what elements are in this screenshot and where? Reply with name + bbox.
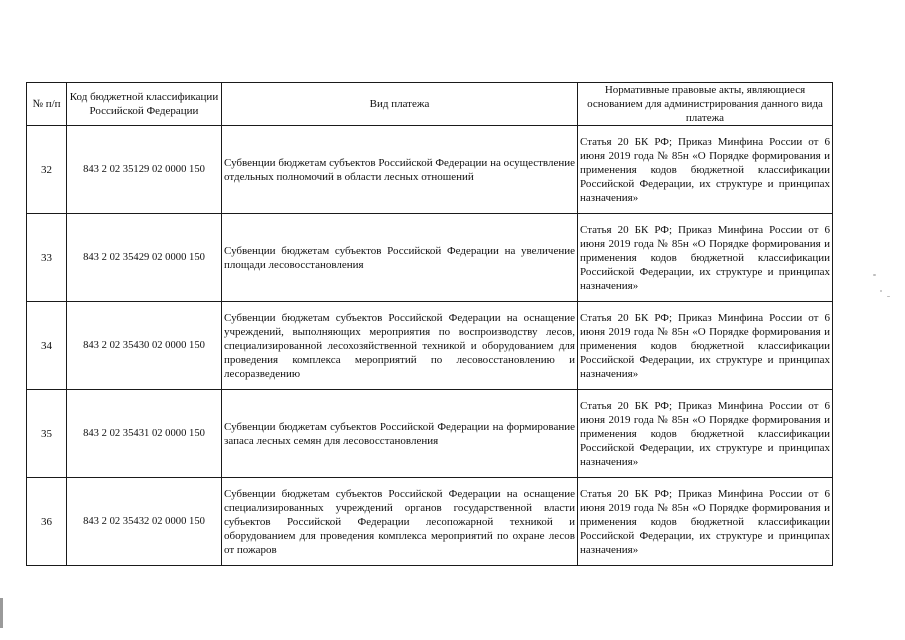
scan-margin-mark	[0, 598, 3, 628]
budget-codes-table	[26, 82, 833, 566]
row-payment-type: Субвенции бюджетам субъектов Российской Федерации на оснащение учреждений, выполняющих мероприятия по воспроизводству лесов, специализированной лесохозяйственной техникой и оборудованием для проведения комплекса мероприятий по лесовосстановлению и лесоразведению	[222, 302, 578, 390]
row-payment-type: Субвенции бюджетам субъектов Российской Федерации на осуществление отдельных полномочий в области лесных отношений	[222, 126, 578, 214]
row-payment-type: Субвенции бюджетам субъектов Российской Федерации на увеличение площади лесовосстановления	[222, 214, 578, 302]
table-row	[27, 302, 833, 390]
row-budget-code: 843 2 02 35430 02 0000 150	[67, 302, 222, 390]
scan-speck	[880, 290, 882, 292]
header-budget-code: Код бюджетной классификации Российской Федерации	[67, 83, 222, 126]
row-legal-acts: Статья 20 БК РФ; Приказ Минфина России от 6 июня 2019 года № 85н «О Порядке формирования и применения кодов бюджетной классификации Российской Федерации, их структуре и принципах назначения»	[578, 302, 833, 390]
row-legal-acts: Статья 20 БК РФ; Приказ Минфина России от 6 июня 2019 года № 85н «О Порядке формирования и применения кодов бюджетной классификации Российской Федерации, их структуре и принципах назначения»	[578, 478, 833, 566]
table-header-row	[27, 83, 833, 126]
row-payment-type: Субвенции бюджетам субъектов Российской Федерации на оснащение специализированных учреждений органов государственной власти субъектов Российской Федерации лесопожарной техникой и оборудованием для проведения комплекса мероприятий по охране лесов от пожаров	[222, 478, 578, 566]
row-number: 35	[27, 390, 67, 478]
row-number: 33	[27, 214, 67, 302]
row-legal-acts: Статья 20 БК РФ; Приказ Минфина России от 6 июня 2019 года № 85н «О Порядке формирования и применения кодов бюджетной классификации Российской Федерации, их структуре и принципах назначения»	[578, 214, 833, 302]
row-number: 32	[27, 126, 67, 214]
header-payment-type: Вид платежа	[222, 83, 578, 126]
row-payment-type: Субвенции бюджетам субъектов Российской Федерации на формирование запаса лесных семян для лесовосстановления	[222, 390, 578, 478]
scan-speck	[887, 296, 890, 297]
row-budget-code: 843 2 02 35129 02 0000 150	[67, 126, 222, 214]
row-legal-acts: Статья 20 БК РФ; Приказ Минфина России от 6 июня 2019 года № 85н «О Порядке формирования и применения кодов бюджетной классификации Российской Федерации, их структуре и принципах назначения»	[578, 390, 833, 478]
row-legal-acts: Статья 20 БК РФ; Приказ Минфина России от 6 июня 2019 года № 85н «О Порядке формирования и применения кодов бюджетной классификации Российской Федерации, их структуре и принципах назначения»	[578, 126, 833, 214]
header-legal-acts: Нормативные правовые акты, являющиеся основанием для администрирования данного вида платежа	[578, 83, 833, 126]
row-budget-code: 843 2 02 35431 02 0000 150	[67, 390, 222, 478]
scan-speck	[873, 274, 876, 276]
header-number: № п/п	[27, 83, 67, 126]
row-budget-code: 843 2 02 35432 02 0000 150	[67, 478, 222, 566]
table-row	[27, 390, 833, 478]
row-number: 34	[27, 302, 67, 390]
table-row	[27, 214, 833, 302]
table-row	[27, 478, 833, 566]
row-budget-code: 843 2 02 35429 02 0000 150	[67, 214, 222, 302]
row-number: 36	[27, 478, 67, 566]
table-row	[27, 126, 833, 214]
